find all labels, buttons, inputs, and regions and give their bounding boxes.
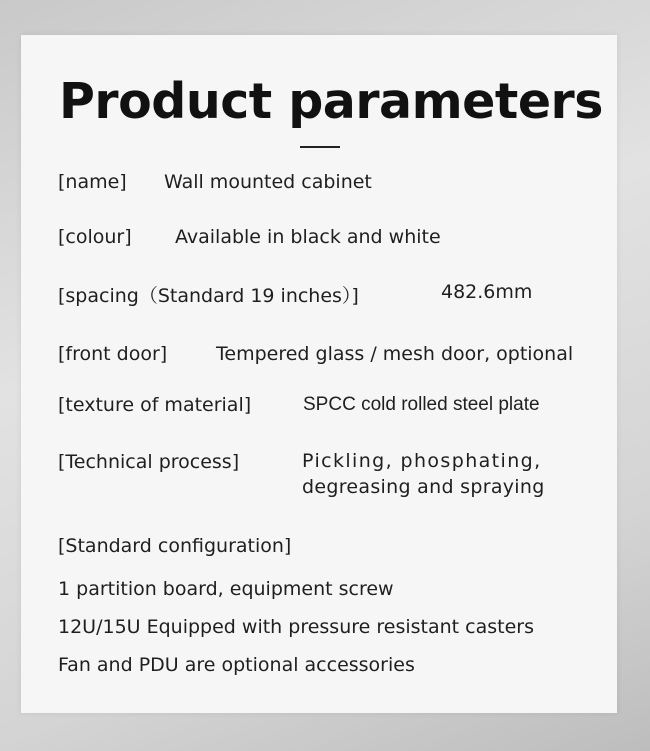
param-key: [spacing（Standard 19 inches）] — [58, 285, 359, 307]
config-item: Fan and PDU are optional accessories — [58, 654, 415, 676]
param-value: SPCC cold rolled steel plate — [303, 394, 540, 415]
title-divider — [300, 146, 340, 148]
param-value-line: degreasing and spraying — [302, 476, 545, 498]
param-value: Wall mounted cabinet — [164, 171, 372, 193]
standard-configuration-heading: [Standard configuration] — [58, 535, 292, 557]
param-key: [texture of material] — [58, 394, 252, 416]
param-value-line: Pickling, phosphating, — [302, 450, 542, 472]
page-title: Product parameters — [59, 73, 603, 130]
param-key: [name] — [58, 171, 127, 193]
param-key: [colour] — [58, 226, 132, 248]
param-value: Available in black and white — [175, 226, 441, 248]
config-item: 12U/15U Equipped with pressure resistant casters — [58, 616, 534, 638]
param-key: [Technical process] — [58, 451, 240, 473]
product-parameters-card — [21, 35, 617, 713]
param-value: Tempered glass / mesh door, optional — [216, 343, 574, 365]
config-item: 1 partition board, equipment screw — [58, 578, 394, 600]
param-value-multiline — [302, 448, 545, 500]
param-key: [front door] — [58, 343, 168, 365]
param-value: 482.6mm — [441, 281, 533, 303]
